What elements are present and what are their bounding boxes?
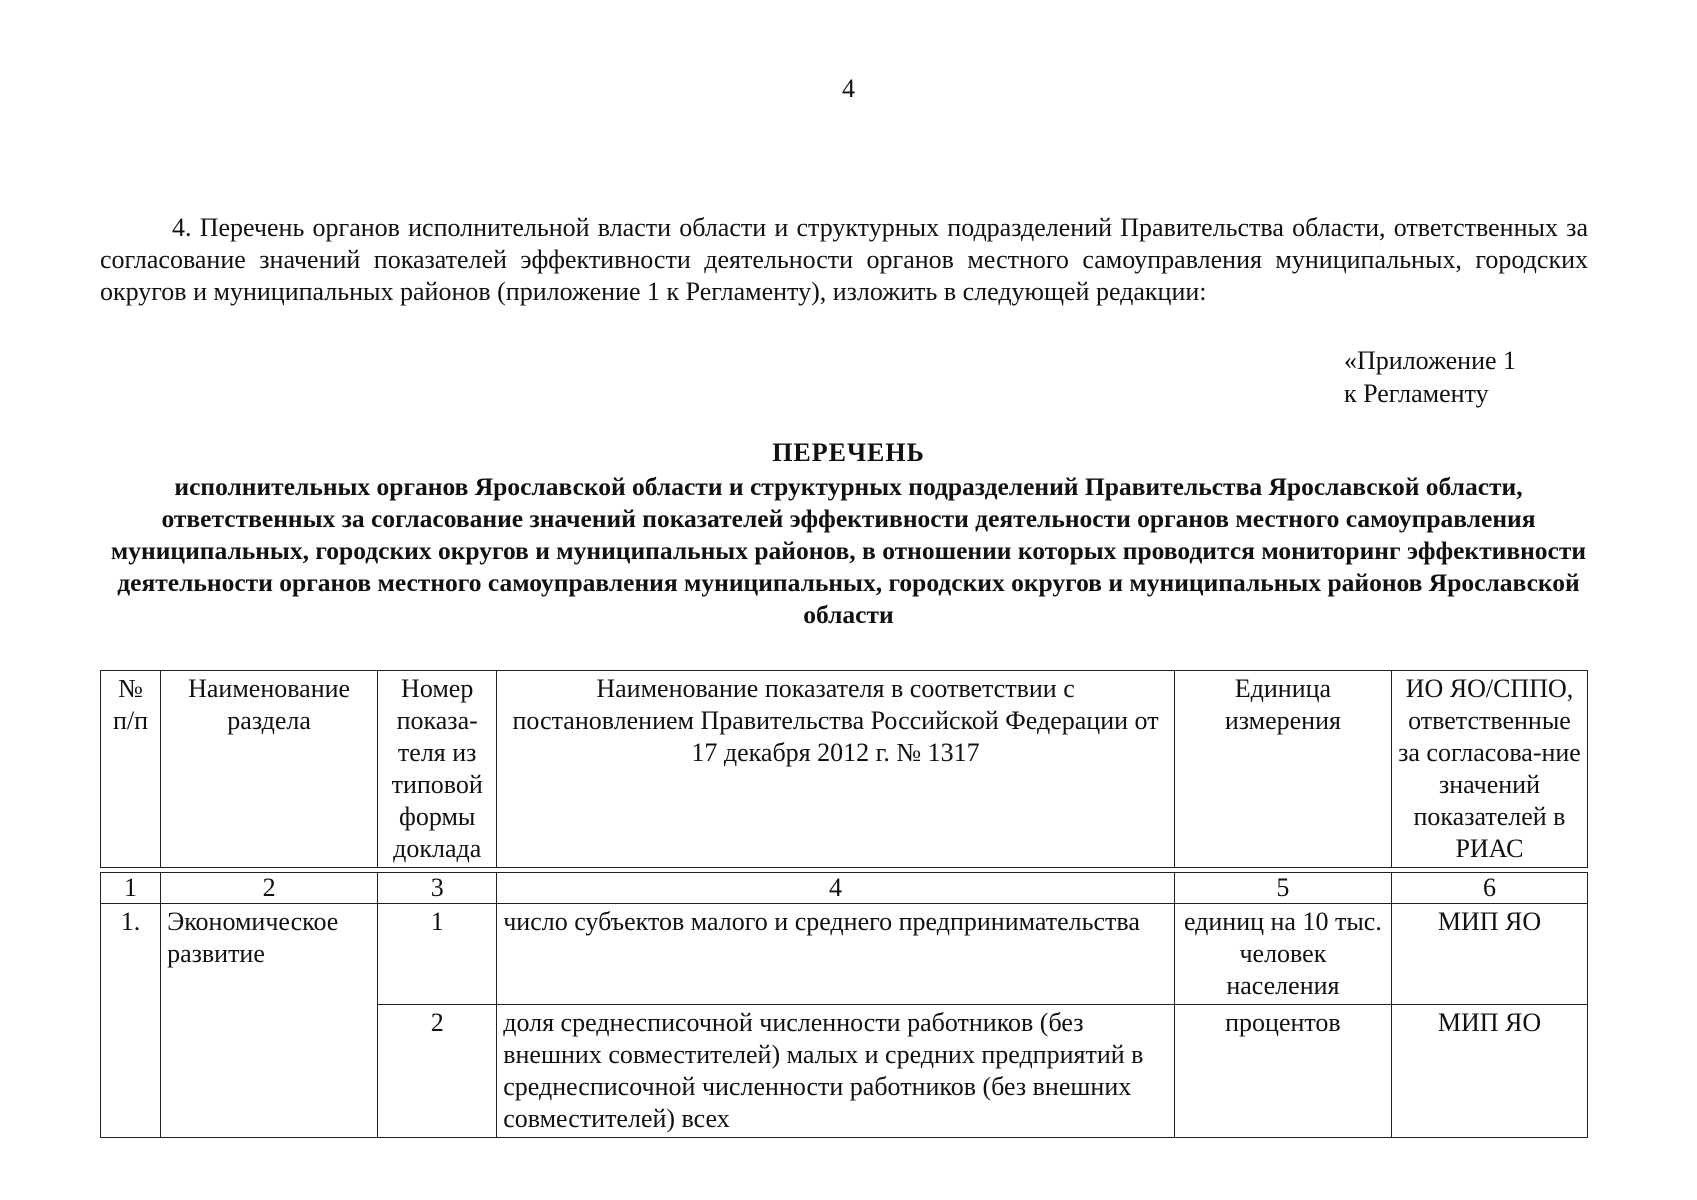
header-unit: Единица измерения (1174, 671, 1391, 868)
page-number: 4 (842, 74, 855, 103)
header-section: Наименование раздела (161, 671, 378, 868)
column-number: 6 (1391, 873, 1587, 904)
column-number: 1 (101, 873, 161, 904)
table-body (100, 872, 1588, 1138)
appendix-note (1344, 344, 1516, 410)
indicator-name: доля среднесписочной численности работников (без внешних совместителей) малых и средних предприятий в среднесписочной численности работников (без внешних совместителей) всех (497, 1005, 1175, 1138)
list-subtitle: исполнительных органов Ярославской области и структурных подразделений Правительства Ярославской области, ответственных за согласование значений показателей эффективности деятельности органов местного самоуправления муниципальных, городских округов и муниципальных районов, в отношении которых проводится мониторинг эффективности деятельности органов местного самоуправления муниципальных, городских округов и муниципальных районов Ярославской области (110, 472, 1587, 629)
header-indicator-number: Номер показа-теля из типовой формы доклада (378, 671, 497, 868)
table-row (101, 904, 1588, 1005)
list-title: ПЕРЕЧЕНЬ (772, 438, 925, 467)
section-name: Экономическое развитие (161, 904, 378, 1138)
indicator-responsible: МИП ЯО (1391, 1005, 1587, 1138)
indicator-number: 1 (378, 904, 497, 1005)
column-number: 3 (378, 873, 497, 904)
column-number: 5 (1174, 873, 1391, 904)
indicator-unit: процентов (1174, 1005, 1391, 1138)
column-number: 2 (161, 873, 378, 904)
indicator-responsible: МИП ЯО (1391, 904, 1587, 1005)
header-num: № п/п (101, 671, 161, 868)
column-number: 4 (497, 873, 1175, 904)
header-responsible: ИО ЯО/СППО, ответственные за согласова-ние значений показателей в РИАС (1391, 671, 1587, 868)
indicator-name: число субъектов малого и среднего предпринимательства (497, 904, 1175, 1005)
column-number-row (101, 873, 1588, 904)
appendix-line-1: «Приложение 1 (1344, 346, 1517, 375)
table-header (100, 670, 1588, 868)
indicator-number: 2 (378, 1005, 497, 1138)
section-number: 1. (101, 904, 161, 1138)
appendix-line-2: к Регламенту (1344, 379, 1489, 408)
header-indicator-name: Наименование показателя в соответствии с постановлением Правительства Российской Федерации от 17 декабря 2012 г. № 1317 (497, 671, 1175, 868)
intro-paragraph: 4. Перечень органов исполнительной власти области и структурных подразделений Правительства области, ответственных за согласование значений показателей эффективности деятельности органов местного самоуправления муниципальных, городских округов и муниципальных районов (приложение 1 к Регламенту), изложить в следующей редакции: (100, 213, 1588, 306)
indicator-unit: единиц на 10 тыс. человек населения (1174, 904, 1391, 1005)
